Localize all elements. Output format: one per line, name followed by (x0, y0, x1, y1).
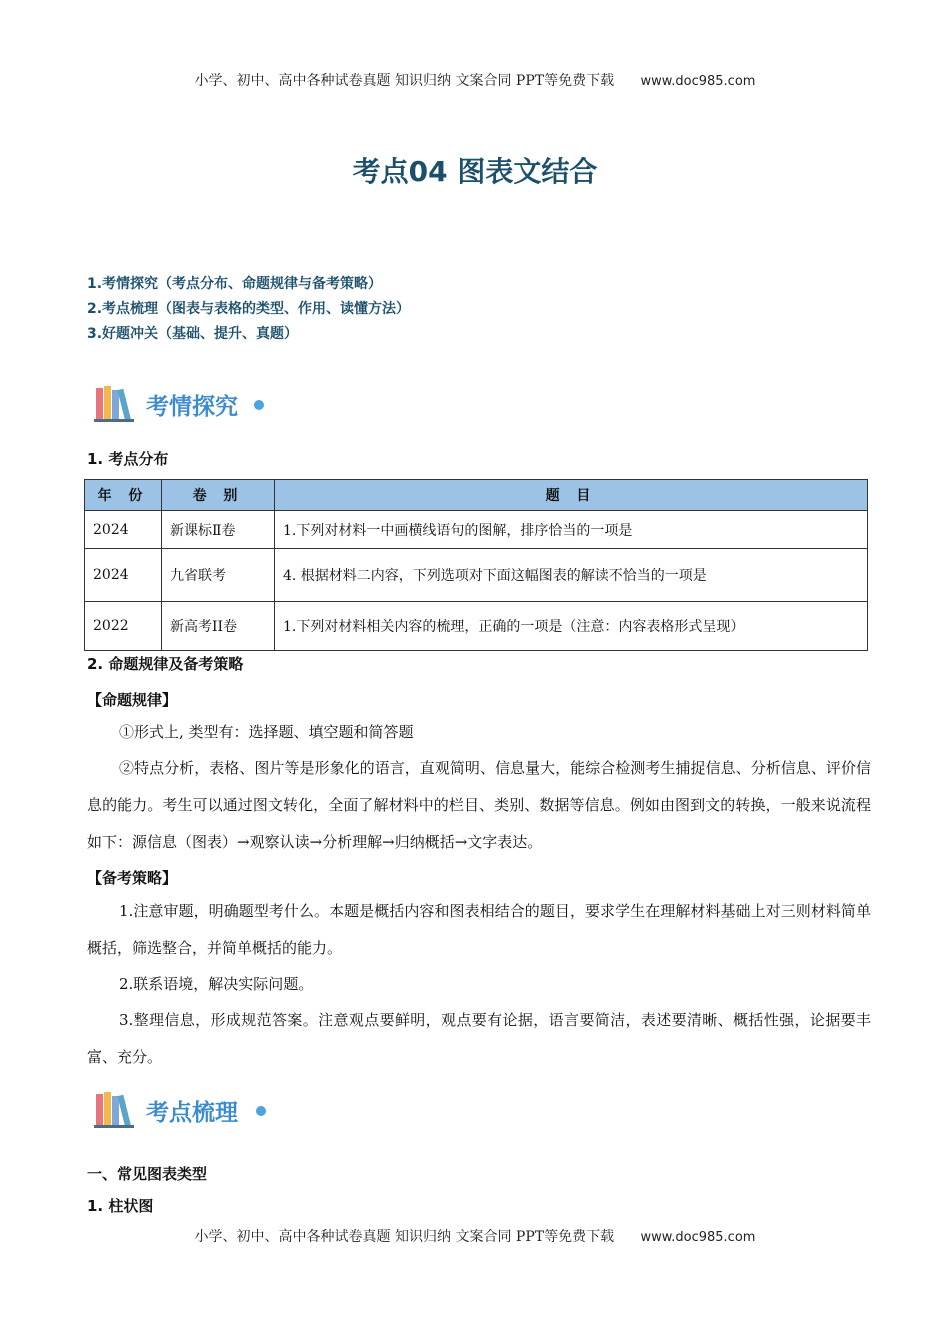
section-heading: 2. 命题规律及备考策略 (87, 655, 244, 673)
rule-paragraph: ②特点分析，表格、图片等是形象化的语言，直观简明、信息量大，能综合检测考生捕捉信息、分析信息、评价信息的能力。考生可以通过图文转化，全面了解材料中的栏目、类别、数据等信息。例如由图到文的转换，一般来说流程如下：源信息（图表）→观察认读→分析理解→归纳概括→文字表达。 (87, 759, 871, 851)
books-icon (94, 384, 138, 424)
strategy-paragraph: 3.整理信息，形成规范答案。注意观点要鲜明，观点要有论据，语言要简洁，表述要清晰、概括性强，论据要丰富、充分。 (87, 1011, 871, 1066)
strategy-paragraph: 1.注意审题，明确题型考什么。本题是概括内容和图表相结合的题目，要求学生在理解材料基础上对三则材料简单概括，筛选整合，并简单概括的能力。 (87, 902, 871, 957)
banner-dot (256, 1106, 266, 1116)
exam-distribution-table (84, 479, 868, 651)
table-row (85, 549, 868, 602)
table-row (85, 602, 868, 651)
footer-url[interactable]: www.doc985.com (640, 1230, 756, 1245)
section-heading: 一、常见图表类型 (87, 1165, 208, 1183)
column-header-question: 题 目 (275, 480, 868, 511)
header-url[interactable]: www.doc985.com (640, 74, 756, 89)
cell-question: 4. 根据材料二内容，下列选项对下面这幅图表的解读不恰当的一项是 (275, 549, 868, 602)
cell-question: 1.下列对材料相关内容的梳理，正确的一项是（注意：内容表格形式呈现） (275, 602, 868, 651)
section-banner-kaodian (94, 1090, 274, 1130)
banner-label: 考点梳理 (146, 1100, 238, 1126)
column-header-paper: 卷 别 (162, 480, 275, 511)
section-banner-kaoqing (94, 384, 274, 424)
cell-question: 1.下列对材料一中画横线语句的图解，排序恰当的一项是 (275, 511, 868, 549)
cell-year: 2024 (85, 511, 162, 549)
column-header-year: 年 份 (85, 480, 162, 511)
strategy-label: 【备考策略】 (87, 869, 178, 887)
toc-item: 3.好题冲关（基础、提升、真题） (87, 326, 299, 342)
header-text: 小学、初中、高中各种试卷真题 知识归纳 文案合同 PPT等免费下载 (194, 73, 615, 89)
banner-dot (254, 400, 264, 410)
cell-paper: 新课标Ⅱ卷 (162, 511, 275, 549)
rule-paragraph: ①形式上, 类型有：选择题、填空题和简答题 (119, 723, 414, 741)
books-icon (94, 1090, 138, 1130)
cell-year: 2024 (85, 549, 162, 602)
footer-text: 小学、初中、高中各种试卷真题 知识归纳 文案合同 PPT等免费下载 (194, 1229, 615, 1245)
toc-item: 1.考情探究（考点分布、命题规律与备考策略） (87, 276, 383, 292)
rules-label: 【命题规律】 (87, 691, 178, 709)
table-of-contents (87, 272, 410, 347)
cell-year: 2022 (85, 602, 162, 651)
page-footer (0, 1226, 950, 1246)
cell-paper: 新高考II卷 (162, 602, 275, 651)
page-header (0, 70, 950, 90)
strategy-paragraph: 2.联系语境，解决实际问题。 (119, 975, 314, 993)
toc-item: 2.考点梳理（图表与表格的类型、作用、读懂方法） (87, 301, 411, 317)
table-row (85, 511, 868, 549)
section-heading: 1. 考点分布 (87, 450, 169, 468)
page-title: 考点04 图表文结合 (352, 155, 598, 188)
banner-label: 考情探究 (146, 394, 238, 420)
cell-paper: 九省联考 (162, 549, 275, 602)
subsection-heading: 1. 柱状图 (87, 1197, 154, 1215)
table-header-row (85, 480, 868, 511)
